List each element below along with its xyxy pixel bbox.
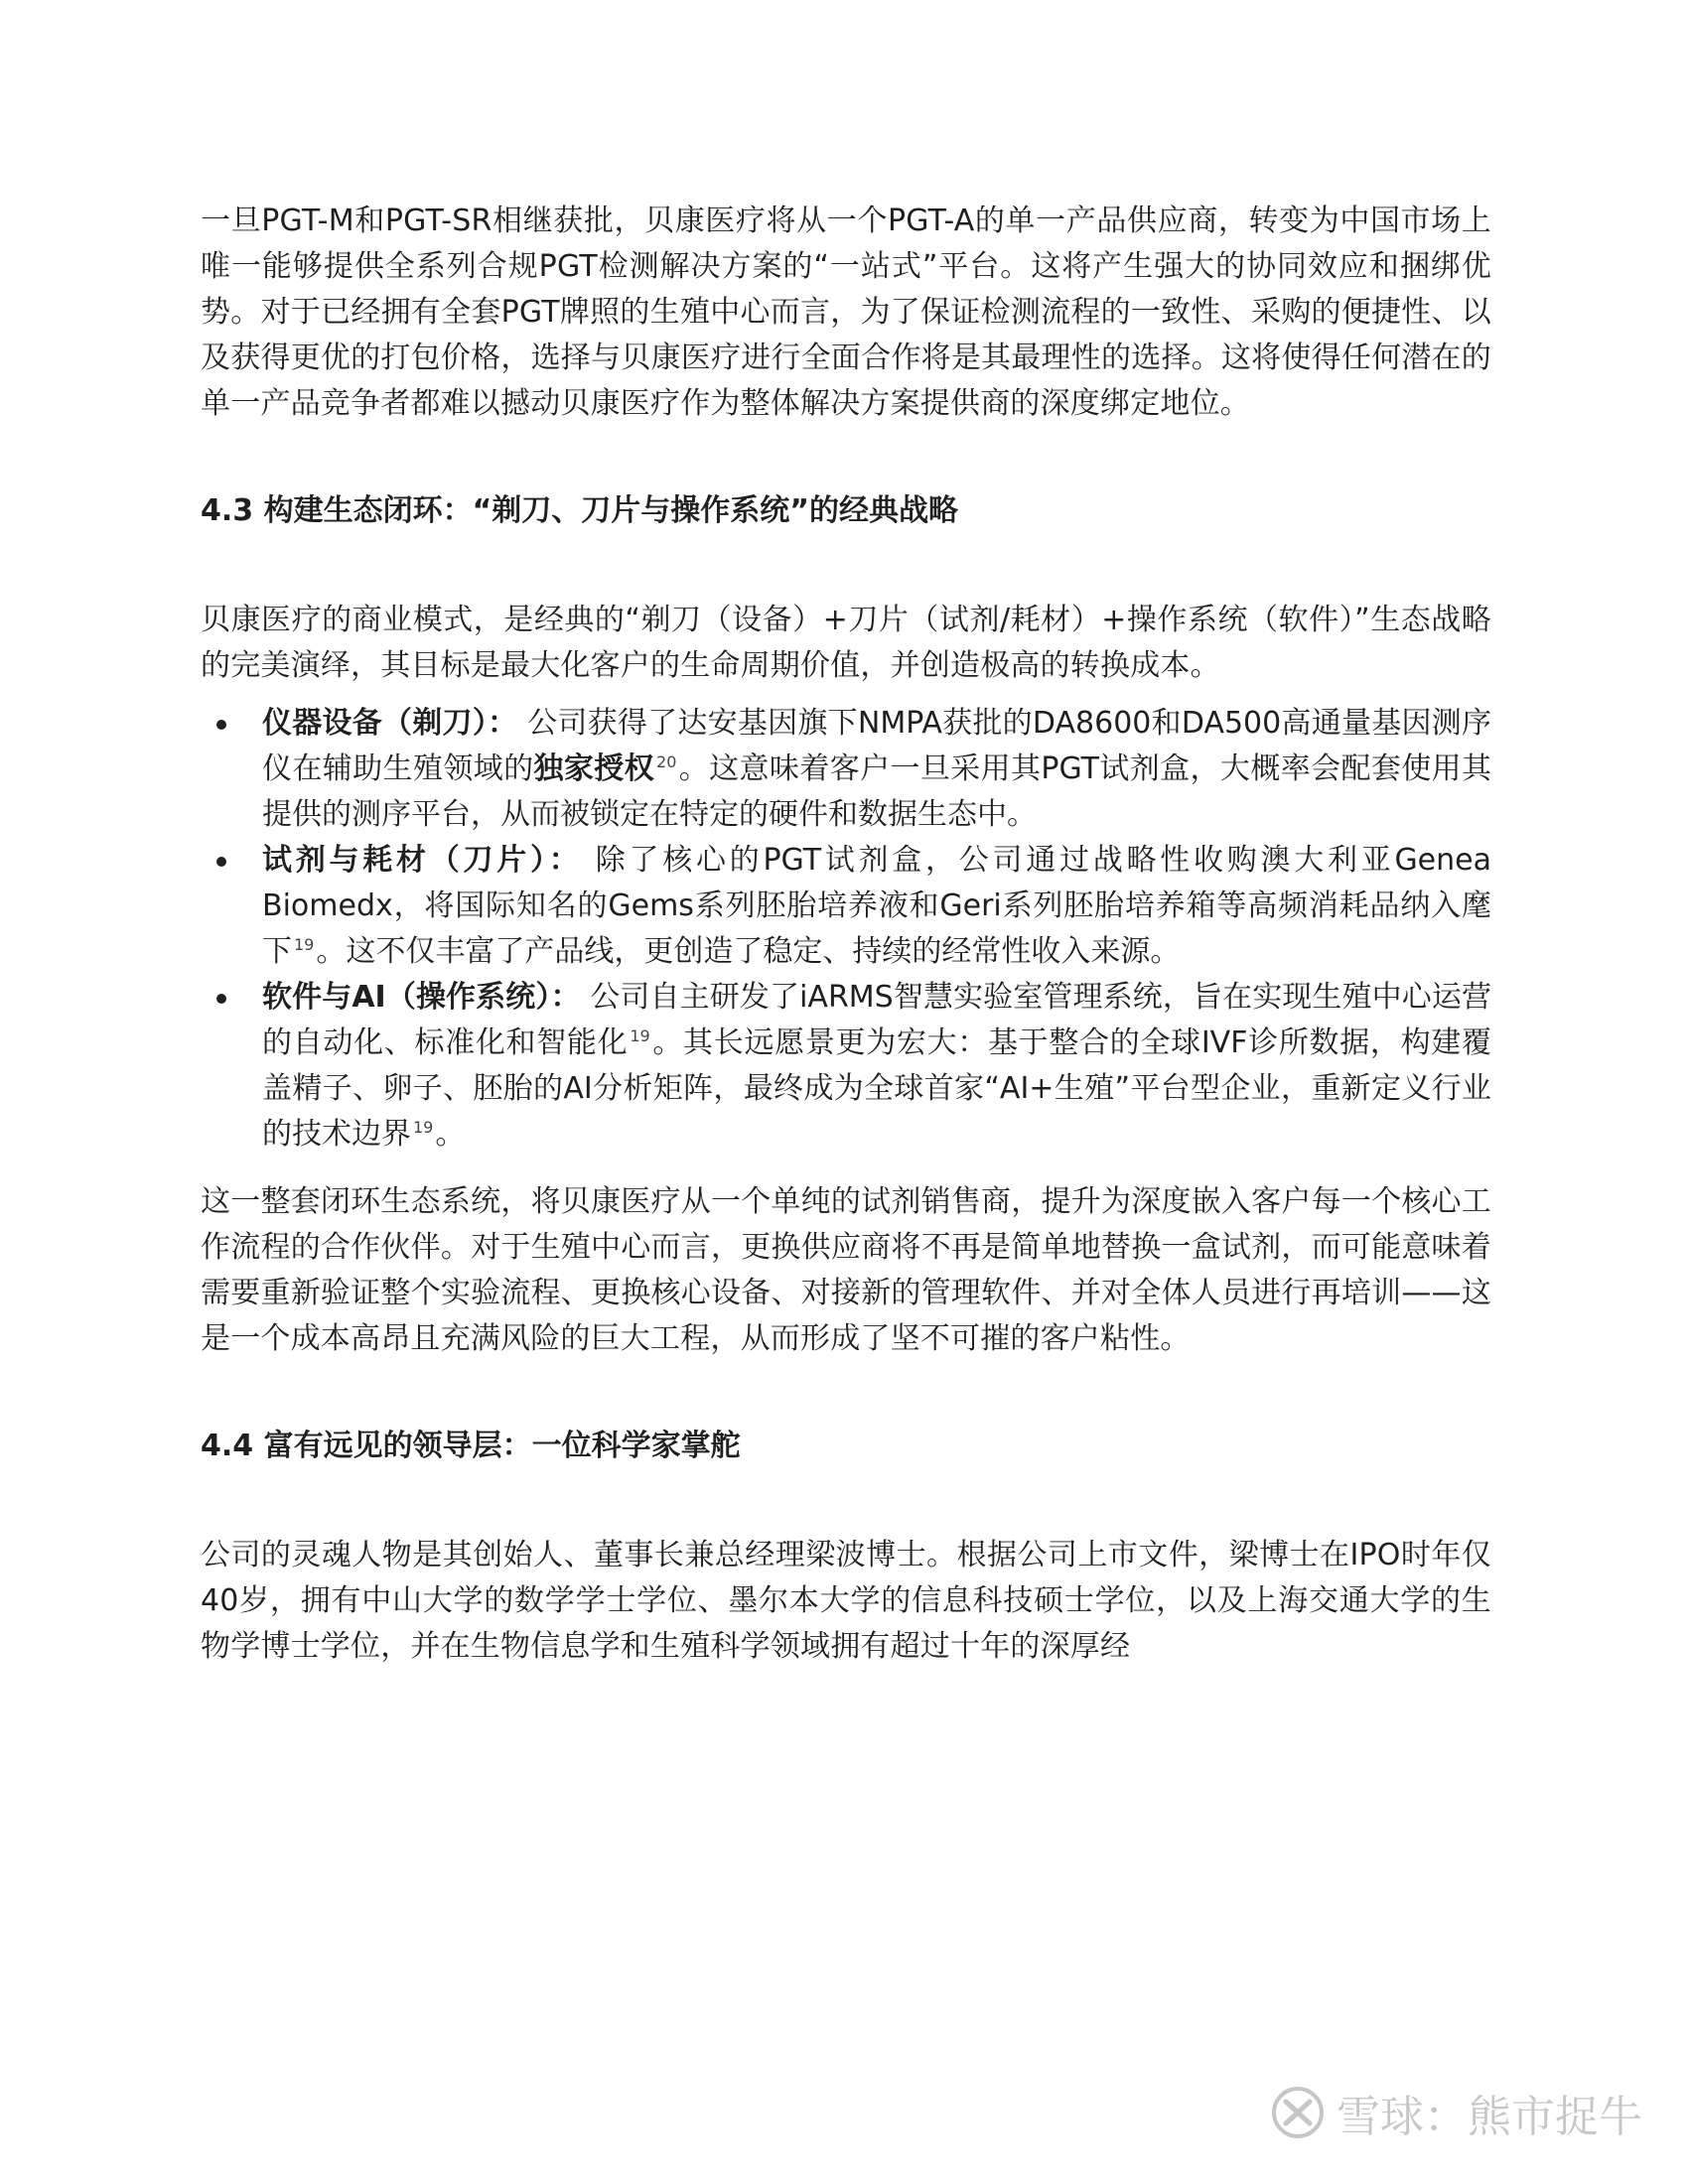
paragraph-closed-loop: 这一整套闭环生态系统，将贝康医疗从一个单纯的试剂销售商，提升为深度嵌入客户每一个核心工作流程的合作伙伴。对于生殖中心而言，更换供应商将不再是简单地替换一盒试剂，而可能意味着需要重新验证整个实验流程、更换核心设备、对接新的管理软件、并对全体人员进行再培训——这是一个成本高昂且充满风险的巨大工程，从而形成了坚不可摧的客户粘性。 <box>201 1184 1491 1356</box>
strategy-bullet-list <box>201 701 1491 1158</box>
section-heading-4-4: 4.4 富有远见的领导层：一位科学家掌舵 <box>201 1429 741 1463</box>
paragraph-one-stop-platform: 一旦PGT-M和PGT-SR相继获批，贝康医疗将从一个PGT-A的单一产品供应商，转变为中国市场上唯一能够提供全系列合规PGT检测解决方案的“一站式”平台。这将产生强大的协同效应和捆绑优势。对于已经拥有全套PGT牌照的生殖中心而言，为了保证检测流程的一致性、采购的便捷性、以及获得更优的打包价格，选择与贝康医疗进行全面合作将是其最理性的选择。这将使得任何潜在的单一产品竞争者都难以撼动贝康医疗作为整体解决方案提供商的深度绑定地位。 <box>201 204 1491 421</box>
citation-marker[interactable]: 19 <box>413 1118 434 1137</box>
document-page <box>201 199 1491 1670</box>
citation-marker[interactable]: 19 <box>630 1026 650 1045</box>
xueqiu-logo-icon <box>1271 2086 1325 2139</box>
section-heading-4-3: 4.3 构建生态闭环：“剃刀、刀片与操作系统”的经典战略 <box>201 493 959 528</box>
paragraph-business-model: 贝康医疗的商业模式，是经典的“剃刀（设备）+刀片（试剂/耗材）+操作系统（软件）”生态战略的完美演绎，其目标是最大化客户的生命周期价值，并创造极高的转换成本。 <box>201 603 1491 683</box>
bullet-text: 。这意味着客户一旦采用其PGT试剂盒，大概率会配套使用其提供的测序平台，从而被锁定在特定的硬件和数据生态中。 <box>262 751 1492 832</box>
bullet-text: 。其长远愿景更为宏大：基于整合的全球IVF诊所数据，构建覆盖精子、卵子、胚胎的AI分析矩阵，最终成为全球首家“AI+生殖”平台型企业，重新定义行业的技术边界 <box>262 1025 1491 1152</box>
bullet-dot-icon <box>216 994 226 1004</box>
bullet-dot-icon <box>216 720 226 730</box>
paragraph-leadership: 公司的灵魂人物是其创始人、董事长兼总经理梁波博士。根据公司上市文件，梁博士在IPO时年仅40岁，拥有中山大学的数学学士学位、墨尔本大学的信息科技硕士学位，以及上海交通大学的生物学博士学位，并在生物信息学和生殖科学领域拥有超过十年的深厚经 <box>201 1538 1491 1664</box>
bullet-item-razor <box>201 701 1491 838</box>
watermark <box>1271 2081 1642 2144</box>
bullet-dot-icon <box>216 857 226 867</box>
bullet-text: 公司自主研发了iARMS智慧实验室管理系统，旨在实现生殖中心运营的自动化、标准化和智能化 <box>262 980 1491 1060</box>
bullet-text: 。这不仅丰富了产品线，更创造了稳定、持续的经常性收入来源。 <box>316 934 1181 969</box>
bullet-item-operating-system <box>201 975 1491 1158</box>
bullet-title: 试剂与耗材（刀片）： <box>262 843 583 878</box>
bullet-item-blades <box>201 838 1491 975</box>
bullet-text: 除了核心的PGT试剂盒，公司通过战略性收购澳大利亚Genea Biomedx，将国际知名的Gems系列胚胎培养液和Geri系列胚胎培养箱等高频消耗品纳入麾下 <box>262 843 1491 969</box>
bullet-text: 公司获得了达安基因旗下NMPA获批的DA8600和DA500高通量基因测序仪在辅助生殖领域的 <box>262 706 1492 786</box>
bullet-title: 仪器设备（剃刀）： <box>262 706 518 741</box>
bullet-title: 软件与AI（操作系统）： <box>262 980 581 1015</box>
citation-marker[interactable]: 19 <box>294 935 315 954</box>
citation-marker[interactable]: 20 <box>656 752 677 771</box>
bullet-bold-phrase: 独家授权 <box>533 751 655 786</box>
watermark-text: 雪球：熊市捉牛 <box>1336 2092 1642 2142</box>
bullet-text: 。 <box>435 1117 466 1152</box>
